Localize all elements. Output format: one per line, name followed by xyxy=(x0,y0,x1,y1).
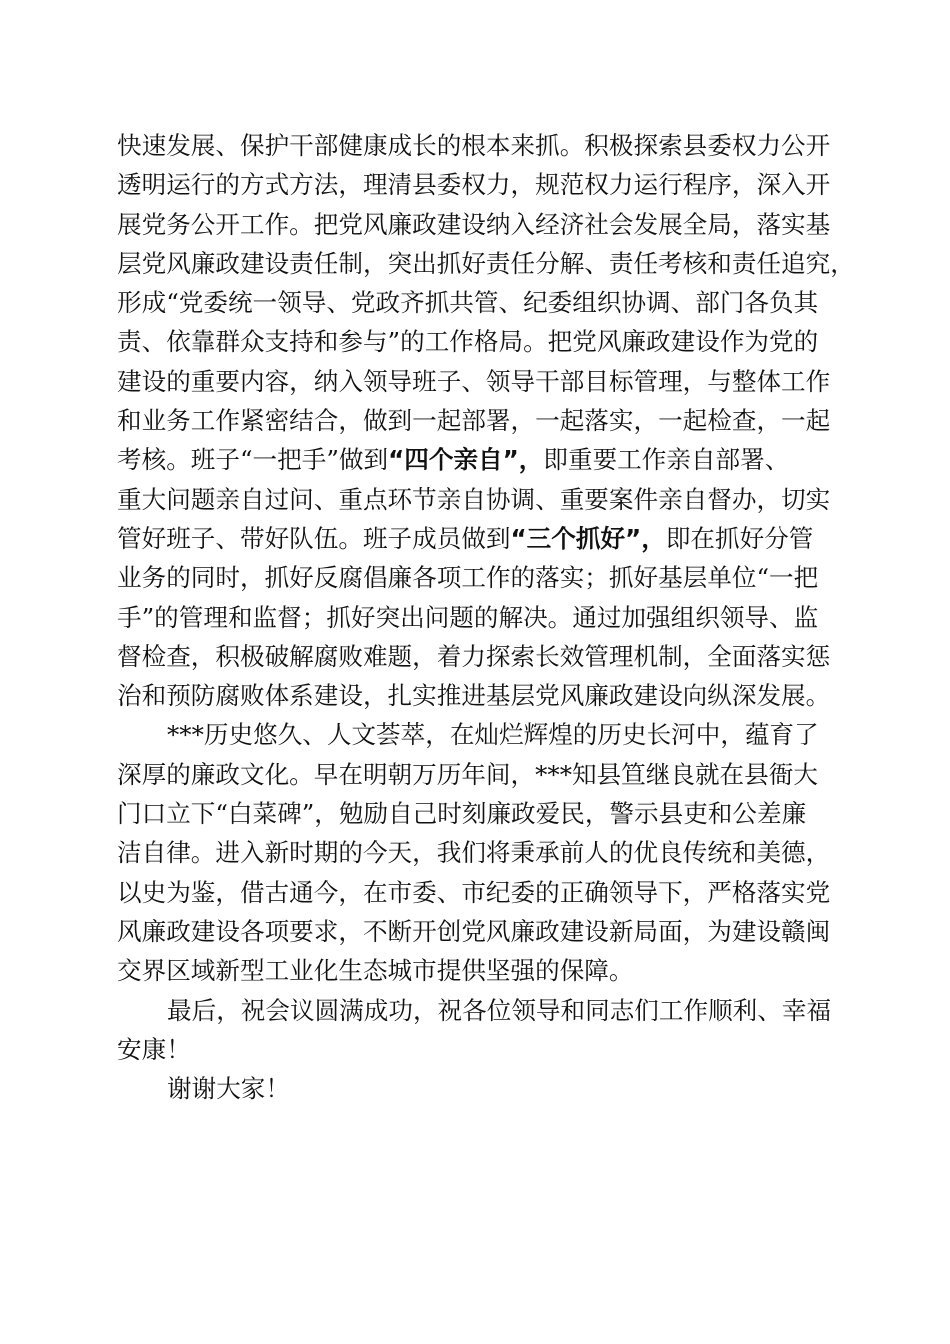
text-line: 督检查，积极破解腐败难题，着力探索长效管理机制，全面落实惩 xyxy=(117,641,831,671)
text-line: 层党风廉政建设责任制，突出抓好责任分解、责任考核和责任追究， xyxy=(117,248,855,278)
text-line: 展党务公开工作。把党风廉政建设纳入经济社会发展全局，落实基 xyxy=(117,209,831,239)
paragraph-2 xyxy=(117,715,837,990)
text-line: 快速发展、保护干部健康成长的根本来抓。积极探索县委权力公开 xyxy=(117,131,831,160)
text-line: 安康！ xyxy=(117,1034,191,1064)
text-line: 风廉政建设各项要求，不断开创党风廉政建设新局面，为建设赣闽 xyxy=(117,916,831,946)
paragraph-3 xyxy=(117,991,837,1070)
paragraph-1 xyxy=(117,126,855,715)
text-line xyxy=(117,519,837,558)
paragraph-4 xyxy=(117,1069,837,1108)
text-line: 建设的重要内容，纳入领导班子、领导干部目标管理，与整体工作 xyxy=(117,366,831,396)
text-run: 考核。班子“一把手”做到 xyxy=(117,445,389,475)
bold-emphasis: “三个抓好”， xyxy=(510,523,666,553)
text-line: 业务的同时，抓好反腐倡廉各项工作的落实；抓好基层单位“一把 xyxy=(117,563,819,593)
text-line: 门口立下“白菜碑”，勉励自己时刻廉政爱民，警示县吏和公差廉 xyxy=(117,799,807,829)
text-run: 即在抓好分管 xyxy=(665,523,814,553)
bold-emphasis: “四个亲自”， xyxy=(388,445,544,475)
text-line: 重大问题亲自过问、重点环节亲自协调、重要案件亲自督办，切实 xyxy=(117,484,831,514)
text-line: ***历史悠久、人文荟萃，在灿烂辉煌的历史长河中，蕴育了 xyxy=(167,720,819,750)
text-line: 以史为鉴，借古通今，在市委、市纪委的正确领导下，严格落实党 xyxy=(117,877,831,907)
text-line: 谢谢大家！ xyxy=(167,1074,290,1104)
document-body xyxy=(117,126,855,1108)
text-line: 手”的管理和监督；抓好突出问题的解决。通过加强组织领导、监 xyxy=(117,602,819,632)
text-line xyxy=(117,440,837,479)
text-run: 管好班子、带好队伍。班子成员做到 xyxy=(117,523,511,553)
text-line: 交界区域新型工业化生态城市提供坚强的保障。 xyxy=(117,956,634,986)
text-line: 形成“党委统一领导、党政齐抓共管、纪委组织协调、部门各负其 xyxy=(117,288,819,318)
text-line: 责、依靠群众支持和参与”的工作格局。把党风廉政建设作为党的 xyxy=(117,327,819,357)
text-run: 即重要工作亲自部署、 xyxy=(543,445,790,475)
text-line: 深厚的廉政文化。早在明朝万历年间，***知县笪继良就在县衙大 xyxy=(117,759,818,789)
text-line: 最后，祝会议圆满成功，祝各位领导和同志们工作顺利、幸福 xyxy=(167,995,832,1025)
text-line: 洁自律。进入新时期的今天，我们将秉承前人的优良传统和美德， xyxy=(117,838,831,868)
text-line: 透明运行的方式方法，理清县委权力，规范权力运行程序，深入开 xyxy=(117,170,831,200)
text-line: 和业务工作紧密结合，做到一起部署，一起落实，一起检查，一起 xyxy=(117,406,831,436)
text-line: 治和预防腐败体系建设，扎实推进基层党风廉政建设向纵深发展。 xyxy=(117,681,831,711)
